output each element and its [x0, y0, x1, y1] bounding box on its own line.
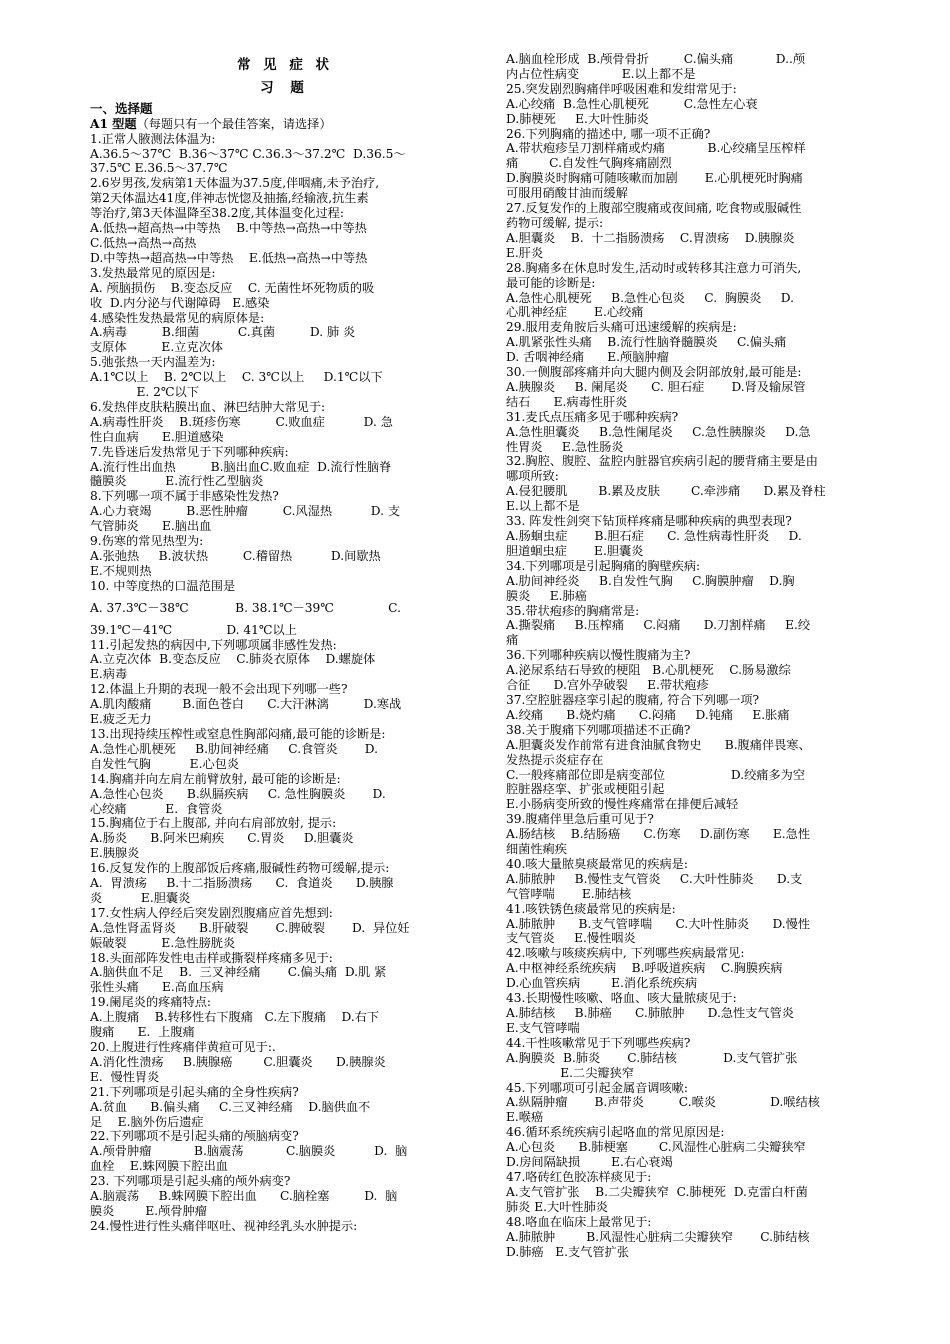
question-line: 气管肺炎 E.脑出血: [90, 519, 212, 534]
question-line: 40.咳大量脓臭痰最常见的疾病是:: [506, 856, 688, 871]
section-heading: 一、选择题: [90, 100, 153, 116]
question-item: [90, 1219, 480, 1234]
question-line: D.胸膜炎时胸痛可随咳嗽而加剧 E.心肌梗死时胸痛: [506, 171, 803, 186]
question-item: [90, 311, 480, 356]
question-line: E.小肠病变所致的慢性疼痛常在排便后减轻: [506, 797, 739, 812]
question-item: [506, 559, 866, 604]
question-type-line: [90, 117, 480, 132]
question-item: [506, 127, 866, 202]
question-item: [90, 400, 480, 445]
question-item: [506, 1036, 866, 1081]
question-line: 7.先昏迷后发热常见于下列哪种疾病:: [90, 444, 289, 459]
question-line: 6.发热伴皮肤粘膜出血、淋巴结肿大常见于:: [90, 399, 326, 414]
question-line: A.1℃以上 B. 2℃以上 C. 3℃以上 D.1℃以下: [90, 370, 383, 385]
question-line: 39.腹痛伴里急后重可见于?: [506, 812, 654, 827]
question-line: 39.1℃－41℃ D. 41℃以上: [90, 622, 297, 637]
question-line: [90, 594, 480, 601]
question-line: 13.出现持续压榨性或窒息性胸部闷痛,最可能的诊断是:: [90, 726, 386, 741]
question-line: 气管哮喘 E.肺结核: [506, 886, 632, 901]
question-item: [506, 454, 866, 514]
question-line: 膜炎 E.肺癌: [506, 588, 587, 603]
question-line: D.肺癌 E.支气管扩张: [506, 1244, 629, 1259]
question-item: [90, 861, 480, 906]
question-item: [506, 812, 866, 857]
question-line: 腔脏器痉挛、扩张或梗阻引起: [506, 782, 665, 797]
question-line: 11.引起发热的病因中,下列哪项属非感性发热:: [90, 637, 337, 652]
question-line: 43.长期慢性咳嗽、咯血、咳大量脓痰见于:: [506, 991, 737, 1006]
question-item: [90, 1040, 480, 1085]
question-line: A.肺脓肿 B.风湿性心脏病二尖瓣狭窄 C.肺结核: [506, 1229, 810, 1244]
question-line: A.脑血栓形成 B.颅骨骨折 C.偏头痛 D..颅: [506, 52, 806, 66]
question-line: C.低热→高热→高热: [90, 235, 197, 250]
question-item: [90, 579, 480, 638]
question-line: E.肝炎: [506, 245, 544, 260]
question-line: A.支气管扩张 B.二尖瓣狭窄 C.肺梗死 D.克雷白杆菌: [506, 1184, 808, 1199]
question-item: [506, 261, 866, 321]
question-item: [506, 991, 866, 1036]
question-line: 发热提示炎症存在: [506, 752, 604, 767]
question-line: E.不规则热: [90, 563, 152, 578]
question-line: 最可能的诊断是:: [506, 275, 596, 290]
question-line: 36.下列哪种疾病以慢性腹痛为主?: [506, 648, 691, 663]
question-line: 3.发热最常见的原因是:: [90, 265, 216, 280]
question-item: [90, 132, 480, 177]
question-line: A.急性心肌梗死 B.急性心包炎 C. 胸膜炎 D.: [506, 290, 794, 305]
question-line: D.肺梗死 E.大叶性肺炎: [506, 111, 649, 126]
question-line: A.急性心包炎 B.纵膈疾病 C. 急性胸膜炎 D.: [90, 786, 386, 801]
question-line: 42.咳嗽与咳痰疾病中, 下列哪些疾病最常见:: [506, 946, 745, 961]
question-line: 8.下列哪一项不属于非感染性发热?: [90, 489, 279, 504]
question-line: 48.咯血在临床上最常见于:: [506, 1214, 652, 1229]
question-line: D.中等热→超高热→中等热 E.低热→高热→中等热: [90, 250, 368, 265]
question-line: A.低热→超高热→中等热 B.中等热→高热→中等热: [90, 221, 367, 236]
question-line: 合征 D.宫外孕破裂 E.带状疱疹: [506, 678, 709, 693]
question-line: A.肺脓肿 B.慢性支气管炎 C.大叶性肺炎 D.支: [506, 871, 803, 886]
question-line: A.张弛热 B.波状热 C.稽留热 D.间歇热: [90, 549, 381, 563]
question-item: [90, 1174, 480, 1219]
question-line: A.肌肉酸痛 B.面色苍白 C.大汗淋漓 D.寒战: [90, 697, 402, 712]
question-line: E.胰腺炎: [90, 846, 140, 861]
question-line: 34.下列哪项是引起胸痛的胸壁疾病:: [506, 558, 701, 573]
question-item: [90, 995, 480, 1040]
question-line: 可服用硝酸甘油而缓解: [506, 186, 628, 201]
question-line: 16.反复发作的上腹部饭后疼痛,服碱性药物可缓解,提示:: [90, 861, 390, 876]
question-line: 31.麦氏点压痛多见于哪种疾病?: [506, 409, 679, 424]
question-item: [90, 1129, 480, 1174]
question-line: 痛: [506, 633, 519, 648]
question-line: 4.感染性发热最常见的病原体是:: [90, 310, 265, 325]
question-line: 心绞痛 E. 食管炎: [90, 801, 223, 816]
question-line: A.胸膜炎 B.肺炎 C.肺结核 D.支气管扩张: [506, 1050, 798, 1065]
question-line: 髓膜炎 E.流行性乙型脑炎: [90, 474, 264, 489]
question-line: A.病毒性肝炎 B.斑疹伤寒 C.败血症 D. 急: [90, 414, 393, 429]
question-line: A.立克次体 B.变态反应 C.肺炎衣原体 D.螺旋体: [90, 652, 376, 667]
question-line: 支原体 E.立克次体: [90, 340, 223, 355]
question-item: [506, 82, 866, 127]
question-line: 2.6岁男孩,发病第1天体温为37.5度,伴咽痛,未予治疗,: [90, 176, 380, 191]
question-line: 14.胸痛并向左肩左前臂放射, 最可能的诊断是:: [90, 771, 341, 786]
question-line: 26.下列胸痛的描述中, 哪一项不正确?: [506, 126, 711, 141]
question-line: A.带状疱疹呈刀割样痛或灼痛 B.心绞痛呈压榨样: [506, 141, 806, 156]
question-line: 膜炎 E.颅骨肿瘤: [90, 1203, 207, 1218]
question-line: A.急性心肌梗死 B.肋间神经痛 C.食管炎 D.: [90, 741, 378, 756]
question-item: [90, 951, 480, 996]
question-line: D. 舌咽神经痛 E.颅脑肿瘤: [506, 350, 669, 365]
question-line: 46.循环系统疾病引起咯血的常见原因是:: [506, 1125, 725, 1140]
question-line: A.纵隔肿瘤 B.声带炎 C.喉炎 D.喉结核: [506, 1095, 820, 1110]
question-line: A.急性胆囊炎 B.急性阑尾炎 C.急性胰腺炎 D.急: [506, 424, 811, 439]
question-line: A.颅骨肿瘤 B.脑震荡 C.脑膜炎 D. 脑: [90, 1144, 408, 1159]
question-item: [506, 604, 866, 649]
question-line: E.支气管哮喘: [506, 1020, 580, 1035]
document-subtitle: 习 题: [260, 79, 310, 96]
question-line: 24.慢性进行性头痛伴呕吐、视神经乳头水肿提示:: [90, 1218, 358, 1233]
question-line: C.一般疼痛部位即是病变部位 D.绞痛多为空: [506, 767, 806, 782]
question-item: [506, 1215, 866, 1260]
left-column: [90, 52, 480, 1234]
question-item: [506, 1125, 866, 1170]
question-item: [90, 445, 480, 490]
question-line: A.脑震荡 B.蛛网膜下腔出血 C.脑栓塞 D. 脑: [90, 1189, 398, 1204]
question-type-heading: A1 型题: [90, 116, 137, 131]
question-item: [506, 1081, 866, 1126]
question-line: A.36.5～37℃ B.36～37℃ C.36.3～37.2℃ D.36.5～: [90, 146, 406, 161]
question-item: [506, 946, 866, 991]
question-line: 15.胸痛位于右上腹部, 并向右肩部放射, 提示:: [90, 816, 337, 831]
question-line: 血栓 E.蛛网膜下腔出血: [90, 1159, 228, 1174]
question-item: [506, 857, 866, 902]
question-item: [506, 365, 866, 410]
question-item: [506, 410, 866, 455]
question-line: 20.上腹进行性疼痛伴黄疸可见于:.: [90, 1040, 276, 1054]
question-line: 等治疗,第3天体温降至38.2度,其体温变化过程:: [90, 206, 344, 221]
question-line: A.流行性出血热 B.脑出血C.败血症 D.流行性脑脊: [90, 459, 392, 474]
question-item: [90, 727, 480, 772]
question-item: [90, 816, 480, 861]
question-line: A.肠结核 B.结肠癌 C.伤寒 D.副伤寒 E.急性: [506, 827, 811, 842]
question-line: 41.咳铁锈色痰最常见的疾病是:: [506, 901, 676, 916]
left-question-list: [90, 132, 480, 1234]
question-line: A.贫血 B.偏头痛 C.三叉神经痛 D.脑供血不: [90, 1099, 371, 1114]
question-line: A.肠蛔虫症 B.胆石症 C. 急性病毒性肝炎 D.: [506, 529, 802, 543]
question-line: A.心包炎 B.肺梗塞 C.风湿性心脏病二尖瓣狭窄: [506, 1140, 806, 1155]
question-line: 22.下列哪项不是引起头痛的颅脑病变?: [90, 1129, 299, 1144]
question-line: 肺炎 E.大叶性肺炎: [506, 1199, 608, 1214]
question-line: A.胆囊炎 B. 十二指肠溃疡 C.胃溃疡 D.胰腺炎: [506, 230, 795, 245]
question-line: 内占位性病变 E.以上都不是: [506, 66, 696, 81]
question-line: 炎 E.胆囊炎: [90, 890, 191, 905]
question-line: 9.伤寒的常见热型为:: [90, 534, 204, 549]
question-item: [90, 489, 480, 534]
question-line: 45.下列哪项可引起金属音调咳嗽:: [506, 1080, 688, 1095]
question-item: [90, 772, 480, 817]
question-item: [90, 534, 480, 579]
question-line: 1.正常人腋测法体温为:: [90, 131, 216, 146]
question-line: A.胰腺炎 B. 阑尾炎 C. 胆石症 D.肾及输尿管: [506, 379, 806, 394]
question-line: 44.干性咳嗽常见于下列哪些疾病?: [506, 1035, 691, 1050]
question-line: 腹痛 E. 上腹痛: [90, 1025, 195, 1040]
document-title: 常 见 症 状: [236, 57, 334, 73]
question-item: [90, 1085, 480, 1130]
question-line: A. 37.3℃－38℃ B. 38.1℃－39℃ C.: [90, 600, 401, 615]
question-line: A.绞痛 B.烧灼痛 C.闷痛 D.钝痛 E.胀痛: [506, 707, 790, 722]
question-line: 结石 E.病毒性肝炎: [506, 394, 628, 409]
question-line: 18.头面部阵发性电击样或撕裂样疼痛多见于:: [90, 950, 333, 965]
question-item: [506, 902, 866, 947]
question-line: 娠破裂 E.急性膀胱炎: [90, 935, 236, 950]
question-line: 第2天体温达41度,伴神志恍惚及抽搐,经输液,抗生素: [90, 191, 369, 206]
question-line: 痛 C.自发性气胸疼痛剧烈: [506, 156, 672, 171]
question-line: A.急性肾盂肾炎 B.肝破裂 C.脾破裂 D. 异位妊: [90, 920, 410, 935]
question-line: 25.突发剧烈胸痛伴呼吸困难和发绀常见于:: [506, 81, 737, 96]
question-line: 足 E.脑外伤后遗症: [90, 1114, 204, 1129]
question-line: 33. 阵发性剑突下钻顶样疼痛是哪种疾病的典型表现?: [506, 514, 792, 529]
question-line: A.胆囊炎发作前常有进食油腻食物史 B.腹痛伴畏寒、: [506, 737, 811, 752]
question-item: [90, 266, 480, 311]
question-line: E. 慢性胃炎: [90, 1069, 160, 1084]
question-item: [90, 682, 480, 727]
question-line: 32.胸腔、腹腔、盆腔内脏器官疾病引起的腰背痛主要是由: [506, 454, 818, 469]
question-line: 37.空腔脏器痉挛引起的腹痛, 符合下列哪一项?: [506, 692, 760, 707]
question-line: 28.胸痛多在休息时发生,活动时或转移其注意力可消失,: [506, 260, 802, 275]
question-line: A.泌尿系结石导致的梗阻 B.心肌梗死 C.肠易激综: [506, 663, 791, 678]
question-item: [506, 514, 866, 559]
question-item: [90, 638, 480, 683]
question-item: [506, 723, 866, 812]
question-line: E.以上都不是: [506, 499, 580, 514]
question-line: A.脑供血不足 B. 三叉神经痛 C.偏头痛 D.肌 紧: [90, 965, 387, 980]
question-line: 收 D.内分泌与代谢障碍 E.感染: [90, 295, 270, 310]
question-line: 27.反复发作的上腹部空腹痛或夜间痛, 吃食物或服碱性: [506, 201, 802, 216]
question-line: 性胃炎 E.急性肠炎: [506, 439, 624, 454]
question-line: A.肺结核 B.肺癌 C.肺脓肿 D.急性支气管炎: [506, 1006, 794, 1020]
question-line: A.侵犯腰肌 B.累及皮肤 C.牵涉痛 D.累及脊柱: [506, 484, 826, 499]
question-line: 10. 中等度热的口温范围是: [90, 578, 236, 593]
question-line: 张性头痛 E.高血压病: [90, 980, 224, 995]
question-line: A.撕裂痛 B.压榨痛 C.闷痛 D.刀割样痛 E.绞: [506, 618, 811, 633]
question-line: 心肌神经症 E.心绞痛: [506, 305, 644, 320]
question-item: [90, 906, 480, 951]
question-line: 12.体温上升期的表现一般不会出现下列哪一些?: [90, 682, 348, 697]
question-line: 性白血病 E.胆道感染: [90, 429, 224, 444]
question-line: E.喉癌: [506, 1110, 544, 1125]
question-item: [90, 176, 480, 265]
right-question-list: [506, 52, 866, 1259]
question-line: A.心绞痛 B.急性心肌梗死 C.急性左心衰: [506, 96, 758, 111]
question-line: 35.带状疱疹的胸痛常是:: [506, 603, 640, 618]
question-line: 支气管炎 E.慢性咽炎: [506, 931, 636, 946]
question-line: E. 2℃以下: [90, 385, 199, 400]
question-line: 47.咯砖红色胶冻样痰见于:: [506, 1169, 652, 1184]
question-line: A.中枢神经系统疾病 B.呼吸道疾病 C.胸膜疾病: [506, 961, 783, 976]
question-type-note: （每题只有一个最佳答案，请选择）: [136, 116, 332, 131]
question-line: D.心血管疾病 E.消化系统疾病: [506, 976, 698, 991]
question-line: 21.下列哪项是引起头痛的全身性疾病?: [90, 1084, 299, 1099]
question-line: 胆道蛔虫症 E.胆囊炎: [506, 543, 644, 558]
question-line: E.疲乏无力: [90, 712, 152, 727]
question-item: [506, 693, 866, 723]
question-line: 23. 下列哪项是引起头痛的颅外病变?: [90, 1174, 291, 1189]
question-item: [506, 648, 866, 693]
right-column: [506, 52, 866, 1259]
question-item: [506, 1170, 866, 1215]
question-line: [90, 616, 480, 623]
question-item: [506, 320, 866, 365]
question-line: A.上腹痛 B.转移性右下腹痛 C.左下腹痛 D.右下: [90, 1010, 380, 1025]
question-line: 30.一侧腹部疼痛并向大腿内侧及会阴部放射,最可能是:: [506, 365, 802, 380]
question-line: 自发性气胸 E.心包炎: [90, 756, 240, 771]
question-line: 37.5℃ E.36.5～37.7℃: [90, 161, 228, 176]
question-line: 细菌性痢疾: [506, 842, 567, 857]
question-line: E.病毒: [90, 667, 128, 682]
question-line: E.二尖瓣狭窄: [506, 1065, 634, 1080]
question-line: A.消化性溃疡 B.胰腺癌 C.胆囊炎 D.胰腺炎: [90, 1054, 386, 1069]
question-line: 17.女性病人停经后突发剧烈腹痛应首先想到:: [90, 905, 333, 920]
question-line: A.肺脓肿 B.支气管哮喘 C.大叶性肺炎 D.慢性: [506, 916, 811, 931]
question-line: 哪项所致:: [506, 469, 559, 484]
question-line: 29.服用麦角胺后头痛可迅速缓解的疾病是:: [506, 320, 737, 335]
question-item: [90, 355, 480, 400]
question-line: 药物可缓解, 提示:: [506, 215, 604, 230]
question-line: A. 颅脑损伤 B.变态反应 C. 无菌性坏死物质的吸: [90, 280, 375, 295]
question-line: A.肌紧张性头痛 B.流行性脑脊髓膜炎 C.偏头痛: [506, 335, 787, 350]
question-line: A.病毒 B.细菌 C.真菌 D. 肺 炎: [90, 325, 356, 340]
question-line: A.肠炎 B.阿米巴痢疾 C.胃炎 D.胆囊炎: [90, 831, 354, 846]
question-line: 19.阑尾炎的疼痛特点:: [90, 995, 211, 1010]
question-line: D.房间隔缺损 E.右心衰竭: [506, 1155, 673, 1170]
question-line: A.肋间神经炎 B.自发性气胸 C.胸膜肿瘤 D.胸: [506, 573, 795, 588]
question-item: [506, 201, 866, 261]
question-line: 38.关于腹痛下列哪项描述不正确?: [506, 722, 691, 737]
question-item: [506, 52, 866, 82]
question-line: 5.弛张热一天内温差为:: [90, 355, 216, 370]
question-line: A. 胃溃疡 B.十二指肠溃疡 C. 食道炎 D.胰腺: [90, 876, 394, 891]
question-line: A.心力衰竭 B.恶性肿瘤 C.风湿热 D. 支: [90, 504, 401, 519]
